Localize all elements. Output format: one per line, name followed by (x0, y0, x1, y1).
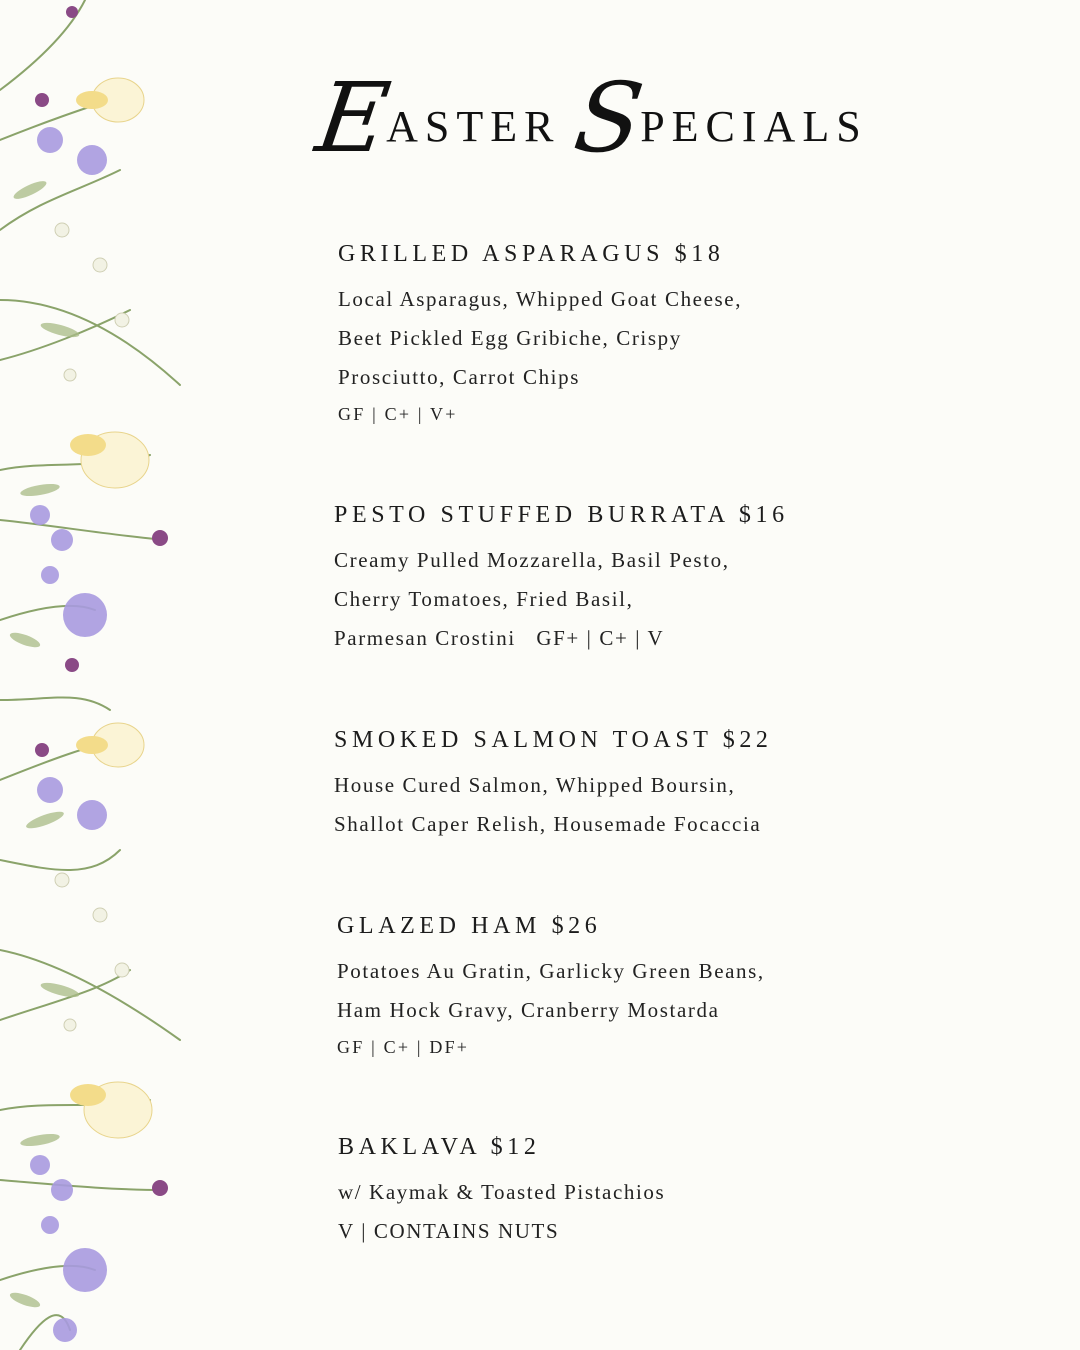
item-description (337, 952, 897, 1030)
description-line: w/ Kaymak & Toasted Pistachios (338, 1180, 666, 1204)
description-line: V | CONTAINS NUTS (338, 1219, 560, 1243)
dietary-tags: GF | C+ | V+ (338, 404, 458, 424)
item-description (338, 1173, 898, 1251)
item-description (338, 280, 898, 397)
title-initial-e: E (310, 62, 394, 174)
dietary-tags: GF+ | C+ | V (536, 626, 665, 650)
item-name: GLAZED HAM $26 (337, 913, 602, 939)
menu-item-smoked-salmon-toast (334, 726, 894, 844)
description-line: Creamy Pulled Mozzarella, Basil Pesto, (334, 548, 730, 572)
description-line: Prosciutto, Carrot Chips (338, 365, 580, 389)
item-name: GRILLED ASPARAGUS $18 (338, 241, 725, 267)
description-line: Beet Pickled Egg Gribiche, Crispy (338, 326, 682, 350)
menu-item-grilled-asparagus (338, 240, 898, 429)
item-name: BAKLAVA $12 (338, 1134, 541, 1160)
item-description (334, 766, 894, 844)
description-line: Local Asparagus, Whipped Goat Cheese, (338, 287, 743, 311)
menu-title (310, 62, 938, 180)
description-line: Ham Hock Gravy, Cranberry Mostarda (337, 998, 720, 1022)
menu-item-pesto-stuffed-burrata (334, 501, 894, 658)
menu-item-glazed-ham (337, 912, 897, 1062)
description-line: Cherry Tomatoes, Fried Basil, (334, 587, 634, 611)
title-initial-s: S (568, 62, 649, 174)
wildflower-border-icon (0, 0, 200, 1350)
title-word-specials: PECIALS (640, 102, 868, 151)
description-line: Shallot Caper Relish, Housemade Focaccia (334, 812, 762, 836)
description-line-with-tags (334, 619, 894, 658)
description-line: House Cured Salmon, Whipped Boursin, (334, 773, 736, 797)
item-description (334, 541, 894, 658)
description-line: Potatoes Au Gratin, Garlicky Green Beans, (337, 959, 765, 983)
menu-item-baklava (338, 1133, 898, 1251)
item-name: PESTO STUFFED BURRATA $16 (334, 502, 789, 528)
item-name: SMOKED SALMON TOAST $22 (334, 727, 773, 753)
dietary-tags: GF | C+ | DF+ (337, 1037, 470, 1057)
description-text: Parmesan Crostini (334, 626, 516, 650)
title-word-easter: ASTER (386, 102, 561, 151)
